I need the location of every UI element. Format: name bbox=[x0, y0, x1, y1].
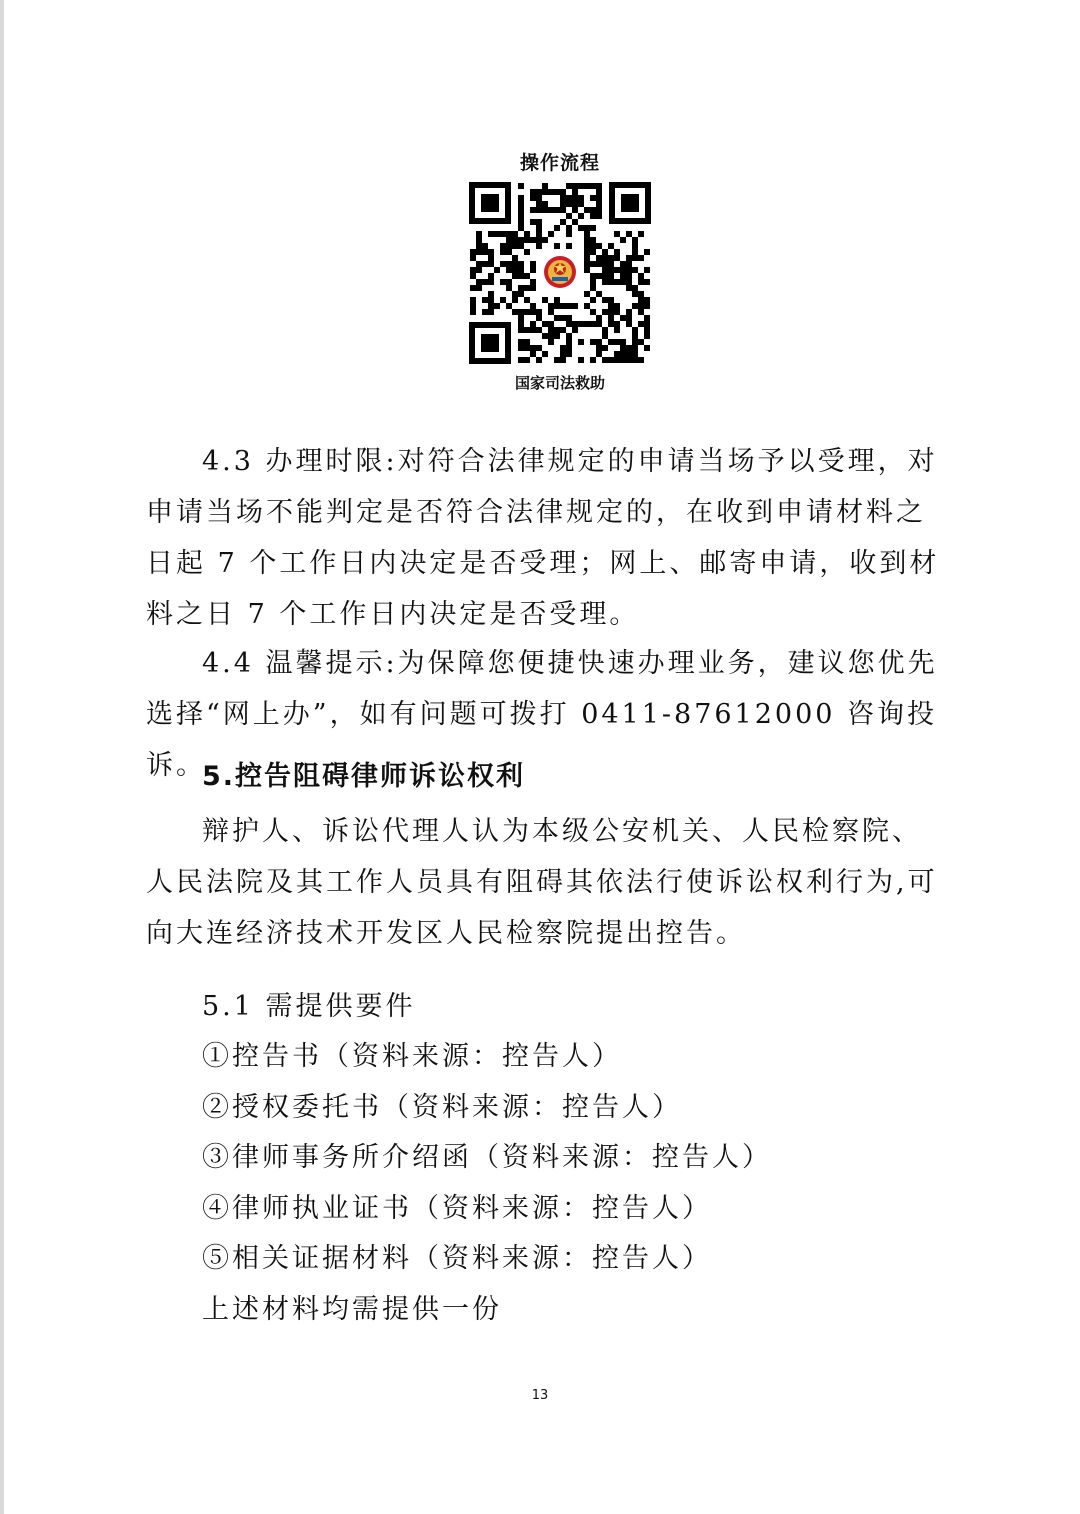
list-item: ⑤相关证据材料（资料来源：控告人） bbox=[202, 1243, 712, 1274]
page-edge bbox=[0, 0, 4, 1514]
list-item: ①控告书（资料来源：控告人） bbox=[202, 1041, 622, 1072]
page-number: 13 bbox=[531, 1388, 549, 1403]
paragraph-5-body: 辩护人、诉讼代理人认为本级公安机关、人民检察院、人民法院及其工作人员具有阻碍其依法行使诉讼权利行为,可向大连经济技术开发区人民检察院提出控告。 bbox=[146, 816, 938, 949]
qr-title: 操作流程 bbox=[519, 152, 600, 174]
paragraph-4-4: 4.4 温馨提示:为保障您便捷快速办理业务，建议您优先选择“网上办”，如有问题可拨打 0411-87612000 咨询投诉。 bbox=[146, 648, 938, 781]
section-5-1-heading: 5.1 需提供要件 bbox=[202, 991, 416, 1022]
qr-finder-top-right bbox=[609, 182, 651, 224]
qr-finder-bottom-left bbox=[469, 322, 511, 364]
qr-code bbox=[469, 182, 651, 364]
section-5-heading: 5.控告阻碍律师诉讼权利 bbox=[202, 761, 526, 792]
list-item: ②授权委托书（资料来源：控告人） bbox=[202, 1092, 682, 1123]
qr-finder-top-left bbox=[469, 182, 511, 224]
materials-note: 上述材料均需提供一份 bbox=[202, 1294, 502, 1325]
list-item: ④律师执业证书（资料来源：控告人） bbox=[202, 1193, 712, 1224]
paragraph-4-3: 4.3 办理时限:对符合法律规定的申请当场予以受理，对申请当场不能判定是否符合法律规定的，在收到申请材料之日起 7 个工作日内决定是否受理；网上、邮寄申请，收到材料之日 7 个工作日内决定是否受理。 bbox=[146, 446, 940, 630]
qr-caption: 国家司法救助 bbox=[514, 374, 605, 392]
procuratorate-emblem-icon bbox=[541, 252, 579, 292]
list-item: ③律师事务所介绍函（资料来源：控告人） bbox=[202, 1142, 772, 1173]
